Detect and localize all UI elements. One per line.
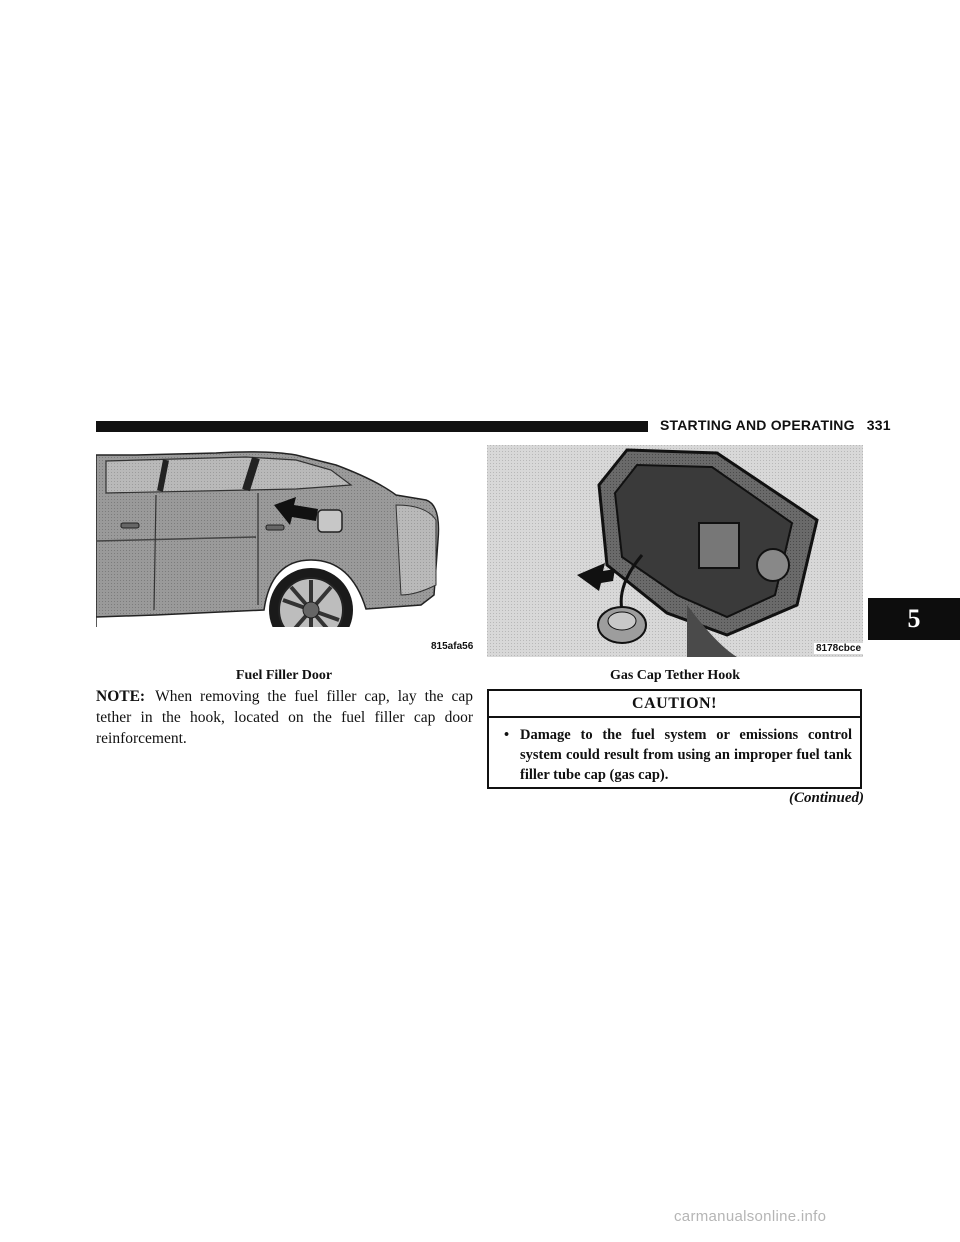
caution-title: CAUTION! [489, 691, 860, 718]
bullet-icon: • [504, 727, 510, 743]
fuel-filler-door-figure [96, 445, 472, 655]
figure-code: 815afa56 [431, 641, 474, 652]
note-paragraph [96, 686, 473, 749]
chapter-tab: 5 [868, 598, 960, 640]
page-header [660, 417, 891, 433]
note-text: When removing the fuel filler cap, lay the cap tether in the hook, located on the fuel filler cap door reinforcement. [96, 688, 473, 747]
gas-cap-tether-hook-figure [487, 445, 863, 657]
caution-box [487, 689, 862, 789]
car-illustration [96, 445, 472, 655]
caution-item-text: Damage to the fuel system or emissions control system could result from using an improper fuel tank filler tube cap (gas cap). [520, 727, 852, 783]
note-label: NOTE: [96, 688, 146, 705]
continued-label: (Continued) [788, 790, 864, 806]
figure-code: 8178cbce [816, 643, 862, 654]
gas-cap-illustration [487, 445, 863, 657]
figure-caption-left: Fuel Filler Door [235, 668, 333, 683]
header-rule [96, 421, 648, 432]
caution-item [489, 718, 860, 785]
figure-caption-right: Gas Cap Tether Hook [609, 668, 741, 683]
watermark: carmanualsonline.info [674, 1208, 827, 1225]
page-number: 331 [866, 417, 891, 433]
section-title: STARTING AND OPERATING [660, 417, 855, 433]
